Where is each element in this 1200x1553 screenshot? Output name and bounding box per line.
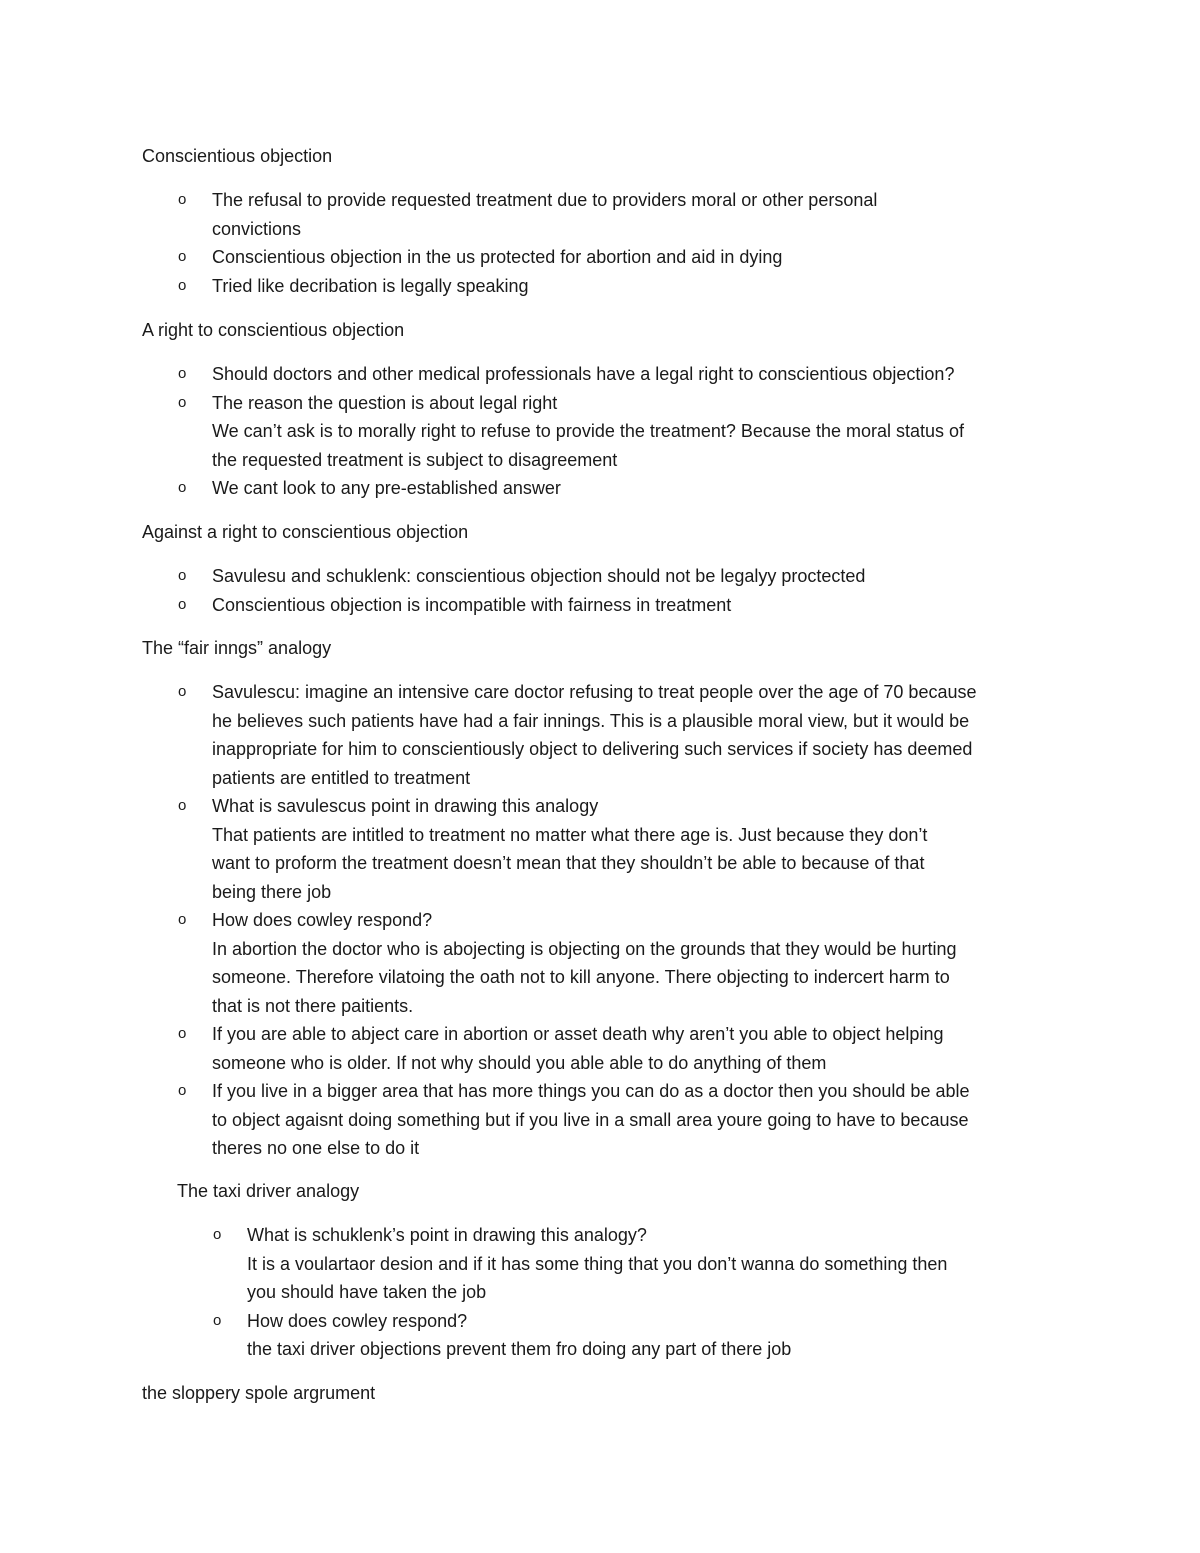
list-item-text: How does cowley respond? (212, 910, 433, 930)
list-item (142, 906, 1072, 1020)
list-item (142, 243, 1072, 272)
list-item-text: How does cowley respond? (247, 1310, 468, 1331)
list-item-text: Conscientious objection in the us protected for abortion and aid in dying (212, 247, 783, 267)
list-item-text: If you are able to abject care in abortion or asset death why aren’t you able to object helping (212, 1024, 944, 1044)
list-item-text: We can’t ask is to morally right to refuse to provide the treatment? Because the moral status of (212, 421, 965, 441)
list-item-text: We cant look to any pre-established answer (212, 478, 561, 498)
list-item (142, 591, 1072, 620)
bullet-icon: o (178, 393, 187, 411)
list-item-text: If you live in a bigger area that has more things you can do as a doctor then you should be able (212, 1081, 970, 1101)
list-item-text: being there job (212, 881, 332, 902)
bullet-list (142, 360, 1072, 503)
section-heading: The taxi driver analogy (177, 1181, 360, 1201)
bullet-icon: o (178, 1082, 187, 1099)
bullet-list (142, 562, 1072, 619)
list-item-text: convictions (212, 218, 302, 239)
list-item-text: What is savulescus point in drawing this analogy (212, 796, 599, 816)
list-item-text: someone. Therefore vilatoing the oath not to kill anyone. There objecting to indercert harm to (212, 967, 950, 987)
list-item-text: The reason the question is about legal right (212, 392, 558, 413)
list-item (177, 1221, 1107, 1307)
bullet-icon: o (178, 276, 187, 294)
bullet-icon: o (178, 595, 187, 613)
list-item (142, 678, 1072, 792)
list-item-text: The refusal to provide requested treatment due to providers moral or other personal (212, 190, 878, 210)
list-item (142, 272, 1072, 301)
section-against-right (142, 518, 1072, 619)
bullet-list (142, 186, 1072, 300)
bullet-icon: o (178, 191, 187, 208)
list-item-text: that is not there paitients. (212, 995, 414, 1016)
list-item-text: What is schuklenk’s point in drawing this analogy? (247, 1225, 647, 1245)
list-item-text: theres no one else to do it (212, 1138, 420, 1158)
list-item (142, 1077, 1072, 1163)
bullet-icon: o (178, 567, 187, 584)
list-item-text: the taxi driver objections prevent them fro doing any part of there job (247, 1339, 792, 1359)
bullet-icon: o (178, 479, 187, 496)
list-item (142, 474, 1072, 503)
bullet-icon: o (178, 1025, 187, 1042)
list-item-text: someone who is older. If not why should you able able to do anything of them (212, 1052, 827, 1073)
list-item-text: you should have taken the job (247, 1282, 487, 1302)
list-item (177, 1307, 1107, 1364)
bullet-icon: o (213, 1311, 222, 1329)
list-item (142, 562, 1072, 591)
section-heading: Conscientious objection (142, 146, 333, 166)
section-fair-innings-analogy (142, 634, 1072, 1163)
list-item-text: to object agaisnt doing something but if you live in a small area youre going to have to because (212, 1109, 969, 1130)
bullet-list (177, 1221, 1107, 1364)
list-item-text: Savulescu: imagine an intensive care doctor refusing to treat people over the age of 70 because (212, 682, 977, 702)
list-item (142, 186, 1072, 243)
bullet-icon: o (178, 797, 187, 814)
bullet-icon: o (213, 1226, 222, 1243)
list-item-text: the requested treatment is subject to disagreement (212, 449, 618, 470)
bullet-icon: o (178, 365, 187, 382)
list-item-text: In abortion the doctor who is abojecting is objecting on the grounds that they would be hurting (212, 938, 957, 959)
section-heading: Against a right to conscientious objection (142, 522, 469, 542)
section-slippery-slope-argument (142, 1379, 1072, 1408)
section-heading: A right to conscientious objection (142, 320, 405, 340)
list-item (142, 389, 1072, 475)
list-item-text: That patients are intitled to treatment no matter what there age is. Just because they don’t (212, 824, 928, 845)
list-item-text: want to proform the treatment doesn’t mean that they shouldn’t be able to because of that (212, 853, 925, 873)
section-right-to-conscientious-objection (142, 316, 1072, 503)
bullet-icon: o (178, 248, 187, 265)
bullet-icon: o (178, 683, 187, 700)
section-conscientious-objection (142, 142, 1072, 300)
list-item-text: Conscientious objection is incompatible with fairness in treatment (212, 594, 732, 615)
section-taxi-driver-analogy (177, 1177, 1107, 1364)
list-item-text: Should doctors and other medical professionals have a legal right to conscientious objection? (212, 364, 955, 384)
list-item (142, 360, 1072, 389)
list-item-text: Tried like decribation is legally speaking (212, 275, 529, 296)
list-item-text: patients are entitled to treatment (212, 767, 471, 788)
section-heading: The “fair inngs” analogy (142, 638, 332, 658)
list-item (142, 1020, 1072, 1077)
bullet-icon: o (178, 911, 187, 928)
list-item-text: inappropriate for him to conscientiously object to delivering such services if society has deemed (212, 739, 973, 759)
list-item-text: It is a voulartaor desion and if it has some thing that you don’t wanna do something then (247, 1253, 948, 1274)
list-item (142, 792, 1072, 906)
section-heading: the sloppery spole argrument (142, 1383, 376, 1403)
list-item-text: Savulesu and schuklenk: conscientious objection should not be legalyy proctected (212, 566, 866, 586)
list-item-text: he believes such patients have had a fair innings. This is a plausible moral view, but it would be (212, 710, 970, 731)
bullet-list (142, 678, 1072, 1163)
